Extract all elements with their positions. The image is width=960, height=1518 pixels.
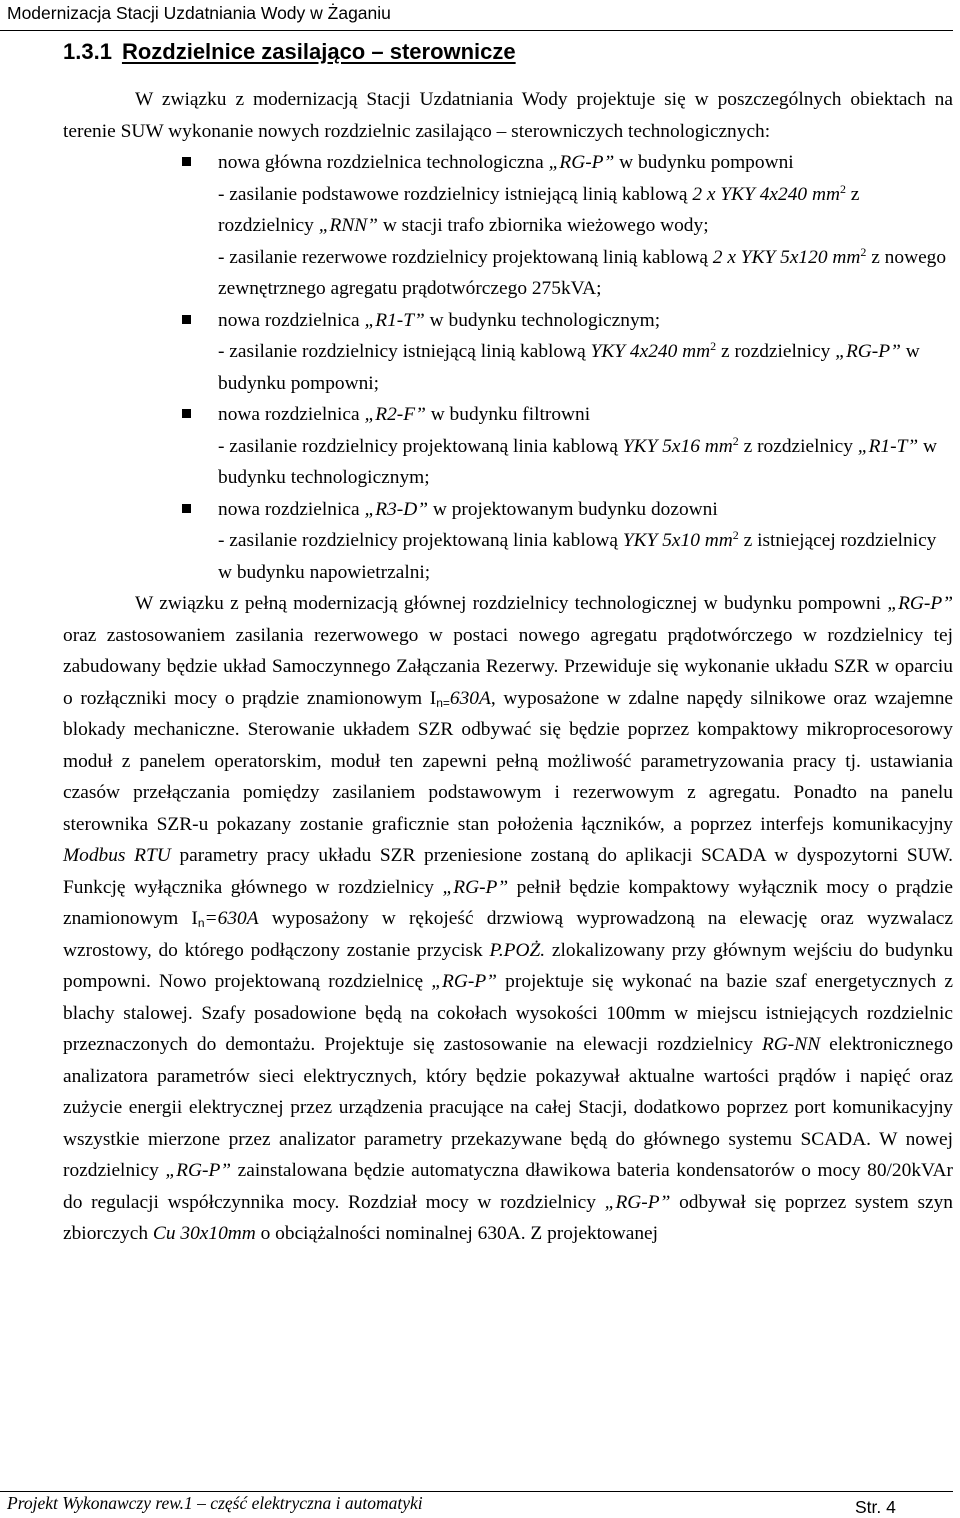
header-divider — [0, 30, 953, 31]
square-bullet-icon — [182, 409, 191, 418]
section-number: 1.3.1 — [63, 39, 112, 64]
square-bullet-icon — [182, 504, 191, 513]
intro-paragraph: W związku z modernizacją Stacji Uzdatniania Wody projektuje się w poszczególnych obiektach na terenie SUW wykonanie nowych rozdzielnic zasilająco – sterowniczych technologicznych: — [63, 89, 953, 142]
page-number: Str. 4 — [855, 1497, 896, 1517]
square-bullet-icon — [182, 315, 191, 324]
list-item: nowa rozdzielnica „R3-D” w projektowanym budynku dozowni - zasilanie rozdzielnicy projektowaną linia kablową YKY 5x10 $mm^2$ z istniejącej rozdzielnicy w budynku napowietrzalni; — [218, 494, 953, 589]
section-heading — [63, 38, 960, 66]
body-text — [63, 84, 953, 1250]
list-item: nowa rozdzielnica „R1-T” w budynku technologicznym; - zasilanie rozdzielnicy istniejącą linią kablową YKY 4x240 $mm^2$ z rozdzielnicy „RG-P” w budynku pompowni; — [218, 305, 953, 400]
footer-project-label: Projekt Wykonawczy rew.1 – część elektryczna i automatyki — [7, 1493, 423, 1513]
square-bullet-icon — [182, 157, 191, 166]
main-paragraph: W związku z pełną modernizacją głównej rozdzielnicy technologicznej w budynku pompowni „RG-P” oraz zastosowaniem zasilania rezerwowego w postaci nowego agregatu prądotwórczego w rozdzielnicy tej zabudowany będzie układ Samoczynnego Załączania Rezerwy. Przewiduje się wykonanie układu SZR w oparciu o rozłączniki mocy o prądzie znamionowym $I_{n=}630A$, wyposażone w zdalne napędy silnikowe oraz wzajemne blokady mechaniczne. Sterowanie układem SZR odbywać się będzie poprzez kompaktowy mikroprocesorowy moduł z panelem operatorskim, moduł ten zapewni pełną możliwość parametryzowania pracy tj. ustawiania czasów przełączania pomiędzy zasilaniem podstawowym i rezerwowym z agregatu. Ponadto na panelu sterownika SZR-u pokazany zostanie graficznie stan położenia łączników, a poprzez interfejs komunikacyjny Modbus RTU parametry pracy układu SZR przeniesione zostaną do aplikacji SCADA w dyspozytorni SUW. Funkcję wyłącznika głównego w rozdzielnicy „RG-P” pełnił będzie kompaktowy wyłącznik mocy o prądzie znamionowym $I_n=630A$ wyposażony w rękojeść drzwiową wyprowadzoną na elewację oraz wyzwalacz wzrostowy, do którego podłączony zostanie przycisk P.POŻ. zlokalizowany przy głównym wejściu do budynku pompowni. Nowo projektowaną rozdzielnicę „RG-P” projektuje się wykonać na bazie szaf energetycznych z blachy stalowej. Szafy posadowione będą na cokołach wysokości 100mm w miejscu istniejących rozdzielnic przeznaczonych do demontażu. Projektuje się zastosowanie na elewacji rozdzielnicy RG-NN elektronicznego analizatora parametrów sieci elektrycznych, który będzie pokazywał aktualne wartości prądów i napięć oraz zużycie energii elektrycznej przez urządzenia pracujące na całej Stacji, dodatkowo poprzez port komunikacyjny wszystkie mierzone przez analizator parametry przekazywane będą do głównego systemu SCADA. W nowej rozdzielnicy „RG-P” zainstalowana będzie automatyczna dławikowa bateria kondensatorów o mocy 80/20kVAr do regulacji współczynnika mocy. Rozdział mocy w rozdzielnicy „RG-P” odbywał się poprzez system szyn zbiorczych Cu 30x10mm o obciążalności nominalnej 630A. Z projektowanej — [63, 593, 954, 1244]
list-item: nowa rozdzielnica „R2-F” w budynku filtrowni - zasilanie rozdzielnicy projektowaną linia kablową YKY 5x16 $mm^2$ z rozdzielnicy „R1-T” w budynku technologicznym; — [218, 399, 953, 494]
section-title: Rozdzielnice zasilająco – sterownicze — [121, 39, 516, 64]
switchboard-list — [63, 147, 953, 588]
list-item: nowa główna rozdzielnica technologiczna „RG-P” w budynku pompowni - zasilanie podstawowe rozdzielnicy istniejącą linią kablową 2 x YKY 4x240 $mm^2$ z rozdzielnicy „RNN” w stacji trafo zbiornika wieżowego wody; - zasilanie rezerwowe rozdzielnicy projektowaną linią kablową 2 x YKY 5x120 $mm^2$ z nowego zewnętrznego agregatu prądotwórczego 275kVA; — [218, 147, 953, 305]
running-header: Modernizacja Stacji Uzdatniania Wody w Żaganiu — [7, 3, 391, 23]
